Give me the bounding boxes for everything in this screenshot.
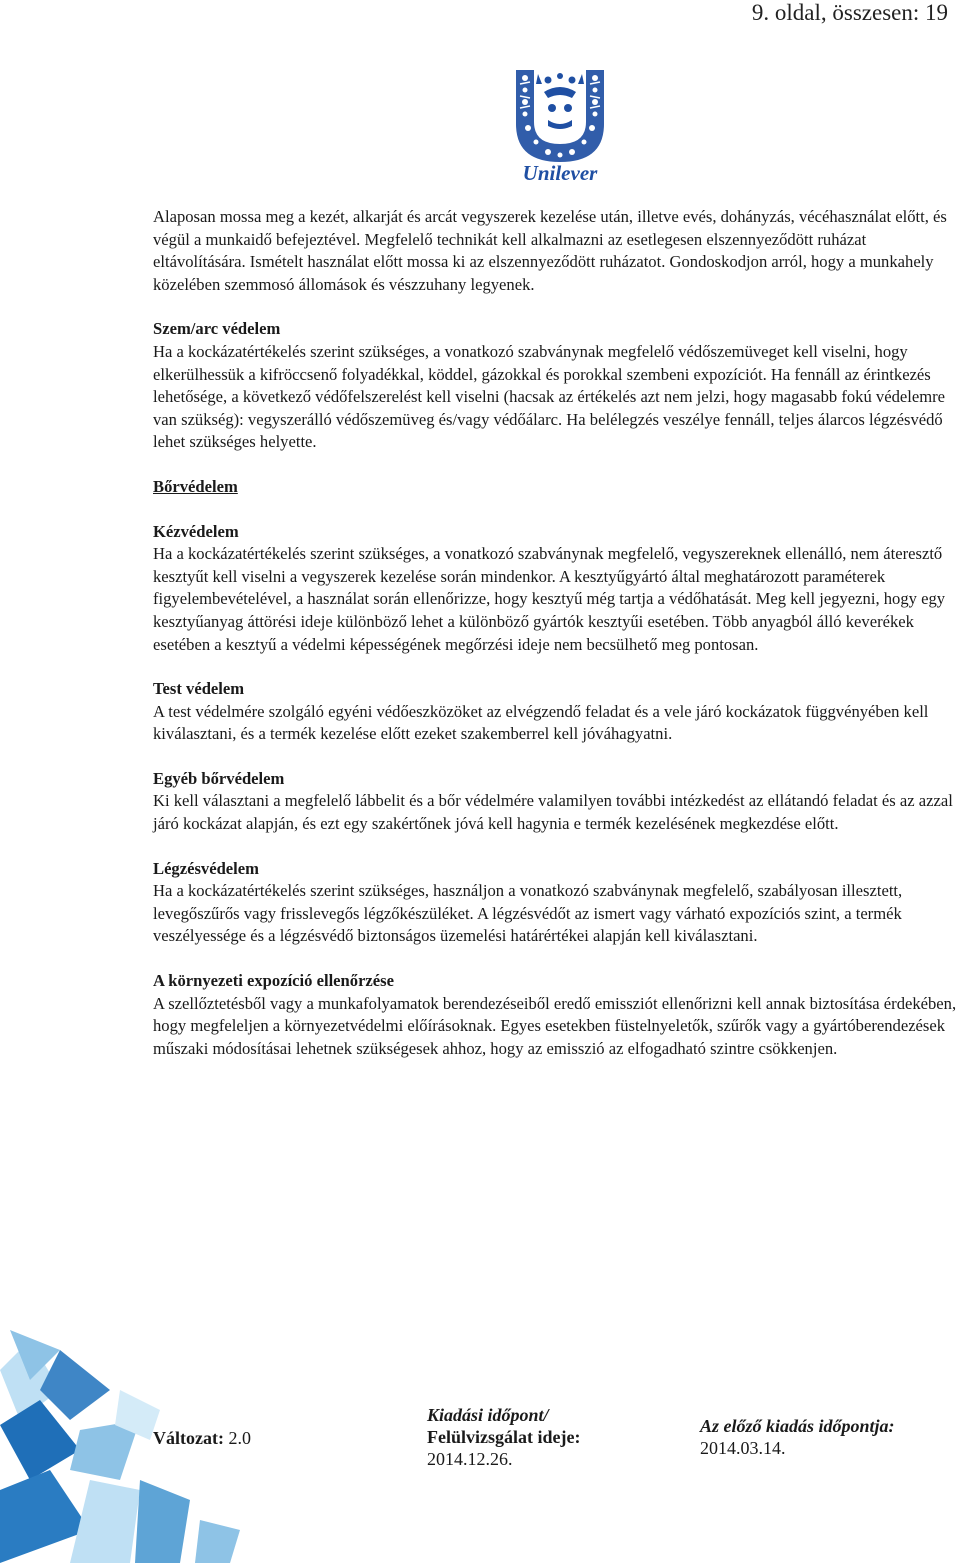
section-body: Ha a kockázatértékelés szerint szükséges, használjon a vonatkozó szabványnak megfelelő, szabályosan illesztett, levegőszűrős vagy frisslevegős légzőkészüléket. A légzésvédőt az ismert vagy várható expozíciós szint, a termék veszélyessége és a légzésvédő biztonságos üzemelési határértékei alapján kell kiválasztani. — [153, 881, 903, 946]
review-label: Felülvizsgálat ideje: — [427, 1427, 581, 1447]
footer-issue-date — [427, 1404, 580, 1470]
section-eye-protection — [153, 318, 958, 454]
section-heading: Kézvédelem — [153, 521, 239, 541]
section-heading: Bőrvédelem — [153, 476, 238, 496]
section-body: A test védelmére szolgáló egyéni védőeszközöket az elvégzendő feladat és a vele járó kockázatok függvényében kell kiválasztani, és a termék kezelése előtt ezeket szakemberrel kell jóváhagyatni. — [153, 701, 929, 744]
section-body: Ki kell választani a megfelelő lábbelit és a bőr védelmére valamilyen további intézkedést az ellátandó feladat és az azzal járó kockázat alapján, és ezt egy szakértőnek jóvá kell hagynia e termék kezelésének megkezdése előtt. — [153, 791, 953, 834]
previous-issue-date: 2014.03.14. — [700, 1438, 786, 1458]
unilever-logo — [508, 66, 612, 184]
version-value: 2.0 — [228, 1428, 251, 1448]
section-heading: Egyéb bőrvédelem — [153, 768, 285, 788]
version-label: Változat: — [153, 1428, 224, 1448]
previous-issue-label: Az előző kiadás időpontja: — [700, 1416, 895, 1436]
footer-version — [153, 1427, 251, 1449]
section-heading: Légzésvédelem — [153, 858, 259, 878]
document-body — [153, 206, 958, 1060]
issue-date: 2014.12.26. — [427, 1449, 513, 1469]
logo-wordmark: Unilever — [522, 161, 598, 184]
section-heading: Test védelem — [153, 679, 245, 699]
section-environmental-exposure — [153, 970, 958, 1060]
section-heading: Szem/arc védelem — [153, 319, 281, 339]
section-skin-protection — [153, 476, 958, 499]
section-body: A szellőztetésből vagy a munkafolyamatok berendezéseiből eredő emissziót ellenőrizni kell annak biztosítása érdekében, hogy megfeleljen a környezetvédelmi előírásoknak. Egyes esetekben füstelnyeletők, szűrők vagy a gyártóberendezések műszaki módosításai lehetnek szükségesek ahhoz, hogy az emisszió az elfogadható szintre csökkenjen. — [153, 993, 957, 1058]
section-respiratory-protection — [153, 858, 958, 948]
section-hand-protection — [153, 521, 958, 657]
footer-previous-issue — [700, 1415, 895, 1459]
section-body: Ha a kockázatértékelés szerint szükséges, a vonatkozó szabványnak megfelelő, vegyszereknek ellenálló, nem áteresztő kesztyűt kell viselni a vegyszerek kezelése során mindenkor. A kesztyűgyártó által meghatározott paraméterek figyelembevételével, a használat során ellenőrizze, hogy kesztyű még tartja a védőhatását. Meg kell jegyezni, hogy egy kesztyűanyag áttörési ideje különböző lehet a különböző gyártók kesztyűi esetében. Több anyagból álló keverékek esetében a kesztyű a védelmi képességének megőrzési ideje nem becsülhető meg pontosan. — [153, 544, 946, 654]
section-body: Ha a kockázatértékelés szerint szükséges, a vonatkozó szabványnak megfelelő védőszemüveget kell viselni, hogy elkerülhessük a kifröccsenő folyadékkal, köddel, gázokkal és porokkal szembeni expozíciót. Ha fennáll az érintkezés lehetősége, a következő védőfelszerelést kell viselni (hacsak az értékelés azt nem jelzi, hogy magasabb fokú védelemre van szükség): vegyszerálló védőszemüveg és/vagy védőálarc. Ha belélegzés veszélye fennáll, teljes álarcos légzésvédő lehet szükséges helyette. — [153, 341, 946, 452]
intro-paragraph: Alaposan mossa meg a kezét, alkarját és arcát vegyszerek kezelése után, illetve evés, dohányzás, vécéhasználat előtt, és végül a munkaidő befejeztével. Megfelelő technikát kell alkalmazni az esetlegesen elszennyeződött ruházat eltávolítására. Ismételt használat előtt mossa ki az elszennyeződött ruházatot. Gondoskodjon arról, hogy a munkahely közelében szemmosó állomások és vészzuhany legyenek. — [153, 207, 947, 294]
section-heading: A környezeti expozíció ellenőrzése — [153, 971, 394, 991]
page-number: 9. oldal, összesen: 19 — [751, 0, 948, 25]
issue-label: Kiadási időpont/ — [427, 1405, 549, 1425]
section-body-protection — [153, 678, 958, 746]
section-other-skin-protection — [153, 768, 958, 836]
